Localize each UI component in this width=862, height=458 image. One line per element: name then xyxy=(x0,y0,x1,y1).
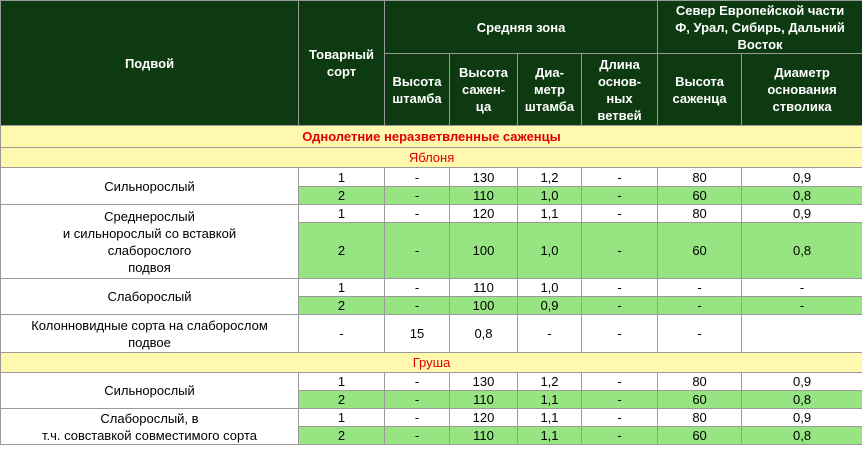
section-apple-label: Яблоня xyxy=(1,148,862,168)
table-cell: - xyxy=(385,391,450,409)
header-rootstock: Подвой xyxy=(1,1,299,126)
header-middle-zone: Средняя зона xyxy=(385,1,658,54)
table-cell: - xyxy=(742,297,862,315)
table-cell: - xyxy=(385,427,450,445)
table-cell: - xyxy=(385,168,450,187)
rootstock-name: Сильнорослый xyxy=(1,168,299,205)
section-annual-seedlings-label: Однолетние неразветвленные саженцы xyxy=(1,126,862,148)
table-cell: - xyxy=(582,205,658,223)
header-north-zone: Север Европейской части Ф, Урал, Сибирь, Дальний Восток xyxy=(658,1,862,54)
header-branch-length: Длина основ- ных ветвей xyxy=(582,54,658,126)
table-cell: 110 xyxy=(450,427,518,445)
rootstock-name: Сильнорослый xyxy=(1,373,299,409)
table-row xyxy=(1,279,862,297)
table-cell: - xyxy=(582,315,658,353)
table-cell: 0,8 xyxy=(742,391,862,409)
table-cell: 60 xyxy=(658,187,742,205)
rootstock-name: Слаборослый xyxy=(1,279,299,315)
table-cell: - xyxy=(385,187,450,205)
table-cell: - xyxy=(582,223,658,279)
table-cell: 0,9 xyxy=(742,168,862,187)
table-cell: 60 xyxy=(658,391,742,409)
table-cell xyxy=(742,315,862,353)
header-stem-height: Высота штамба xyxy=(385,54,450,126)
header-north-seedling-height: Высота саженца xyxy=(658,54,742,126)
table-cell: 1,0 xyxy=(518,279,582,297)
table-cell: 80 xyxy=(658,409,742,427)
table-cell: - xyxy=(658,297,742,315)
rootstock-name: Колонновидные сорта на слаборослом подвое xyxy=(1,315,299,353)
table-cell: - xyxy=(299,315,385,353)
section-annual-seedlings xyxy=(1,126,862,148)
table-cell: 1,1 xyxy=(518,409,582,427)
table-cell: - xyxy=(385,409,450,427)
table-row xyxy=(1,373,862,391)
table-cell: - xyxy=(385,205,450,223)
table-cell: 15 xyxy=(385,315,450,353)
rootstock-name: Среднерослый и сильнорослый со вставкой слаборослого подвоя xyxy=(1,205,299,279)
table-cell: - xyxy=(658,279,742,297)
table-row xyxy=(1,168,862,187)
table-cell: 1 xyxy=(299,205,385,223)
rootstock-name: Слаборослый, в т.ч. совставкой совместимого сорта xyxy=(1,409,299,445)
table-cell: 120 xyxy=(450,205,518,223)
table-cell: 110 xyxy=(450,391,518,409)
table-cell: 80 xyxy=(658,205,742,223)
table-cell: 1,0 xyxy=(518,187,582,205)
table-cell: 1 xyxy=(299,168,385,187)
table-cell: - xyxy=(582,373,658,391)
table-cell: 0,9 xyxy=(518,297,582,315)
table-cell: 2 xyxy=(299,187,385,205)
table-cell: 100 xyxy=(450,223,518,279)
table-cell: - xyxy=(385,279,450,297)
table-cell: 80 xyxy=(658,168,742,187)
table-cell: 0,8 xyxy=(742,187,862,205)
table-cell: 100 xyxy=(450,297,518,315)
header-grade: Товарный сорт xyxy=(299,1,385,126)
table-cell: 0,8 xyxy=(742,223,862,279)
table-cell: 110 xyxy=(450,279,518,297)
table-cell: 1 xyxy=(299,373,385,391)
table-cell: 60 xyxy=(658,223,742,279)
table-cell: - xyxy=(582,427,658,445)
header-north-trunk-diameter: Диаметр основания стволика xyxy=(742,54,862,126)
table-cell: - xyxy=(385,223,450,279)
table-cell: 1,1 xyxy=(518,391,582,409)
table-cell: 2 xyxy=(299,297,385,315)
table-cell: 1,0 xyxy=(518,223,582,279)
table-cell: - xyxy=(658,315,742,353)
header-seedling-height: Высота сажен- ца xyxy=(450,54,518,126)
table-cell: 120 xyxy=(450,409,518,427)
header-stem-diameter: Диа- метр штамба xyxy=(518,54,582,126)
table-cell: 2 xyxy=(299,427,385,445)
table-cell: - xyxy=(385,373,450,391)
table-cell: - xyxy=(385,297,450,315)
table-row xyxy=(1,315,862,353)
table-cell: 0,9 xyxy=(742,373,862,391)
table-cell: 1,2 xyxy=(518,373,582,391)
table-cell: 0,8 xyxy=(742,427,862,445)
table-cell: - xyxy=(582,297,658,315)
table-cell: 2 xyxy=(299,391,385,409)
table-cell: 60 xyxy=(658,427,742,445)
table-cell: 1,1 xyxy=(518,205,582,223)
table-cell: 0,9 xyxy=(742,205,862,223)
table-cell: - xyxy=(582,409,658,427)
table-cell: 130 xyxy=(450,373,518,391)
table-cell: 1 xyxy=(299,279,385,297)
table-row xyxy=(1,409,862,427)
table-cell: 130 xyxy=(450,168,518,187)
table-cell: 110 xyxy=(450,187,518,205)
table-cell: - xyxy=(582,391,658,409)
section-apple xyxy=(1,148,862,168)
table-cell: 0,8 xyxy=(450,315,518,353)
table-cell: - xyxy=(582,279,658,297)
table-row xyxy=(1,205,862,223)
table-cell: 1,1 xyxy=(518,427,582,445)
table-cell: 80 xyxy=(658,373,742,391)
table-cell: 2 xyxy=(299,223,385,279)
table-cell: - xyxy=(582,168,658,187)
table-cell: - xyxy=(518,315,582,353)
table-cell: - xyxy=(742,279,862,297)
section-pear xyxy=(1,353,862,373)
section-pear-label: Груша xyxy=(1,353,862,373)
table-cell: - xyxy=(582,187,658,205)
table-cell: 1 xyxy=(299,409,385,427)
table-cell: 0,9 xyxy=(742,409,862,427)
table-cell: 1,2 xyxy=(518,168,582,187)
